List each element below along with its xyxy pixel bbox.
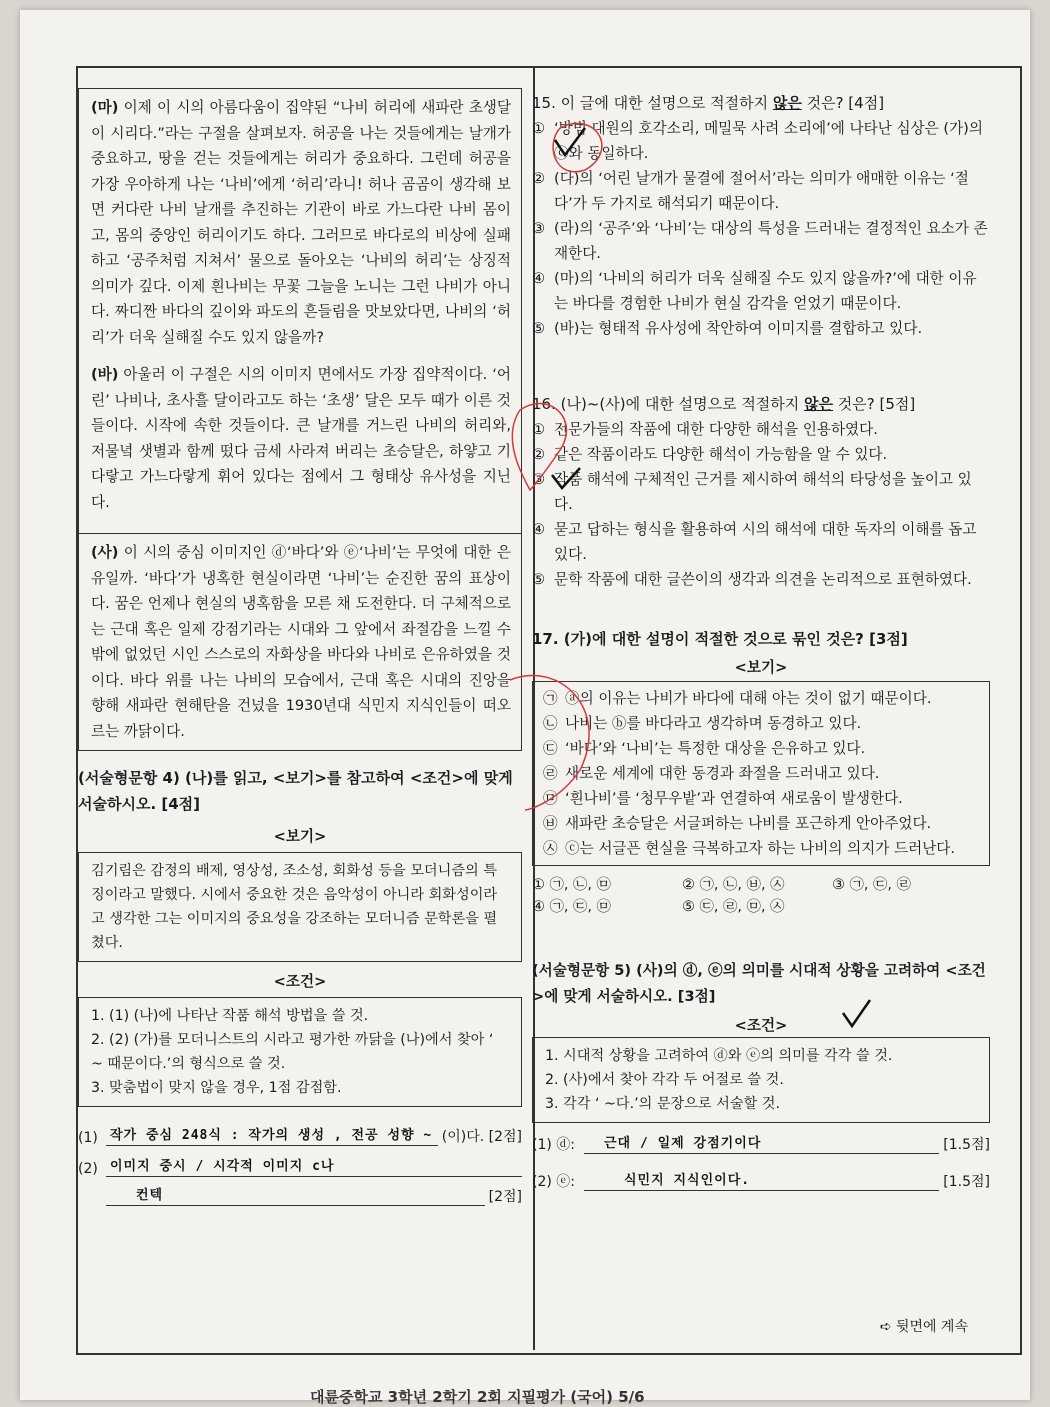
answer-label: (2)	[78, 1161, 98, 1177]
question-15-title: 15. 이 글에 대한 설명으로 적절하지 않은 것은? [4점]	[532, 94, 885, 112]
condition-item: 2. (사)에서 찾아 각각 두 어절로 쓸 것.	[545, 1072, 784, 1088]
handwritten-answer: 작가 중심 248식 : 작가의 생성 , 전공 성향 ~	[110, 1128, 433, 1143]
handwritten-answer: 컨텍	[136, 1188, 164, 1203]
bogi-item: ㉠ ⓐ의 이유는 나비가 바다에 대해 아는 것이 없기 때문이다.	[543, 690, 932, 707]
question-5-title: (서술형문항 5) (사)의 ⓓ, ⓔ의 의미를 시대적 상황을 고려하여 <조건>에 맞게 서술하시오. [3점]	[532, 962, 986, 1005]
condition-item: 1. (1) (나)에 나타난 작품 해석 방법을 쓸 것.	[91, 1008, 369, 1024]
question-4	[78, 765, 522, 1206]
bogi-item: ㉥ 새파란 초승달은 서글퍼하는 나비를 포근하게 안아주었다.	[543, 815, 932, 832]
option[interactable]: ① ‘방범 대원의 호각소리, 메밀묵 사려 소리에’에 나타난 심상은 (가)의 ⓒ와 동일하다.	[532, 120, 983, 162]
emphasis-word: 않은	[804, 395, 834, 413]
passage-ba	[91, 362, 511, 515]
condition-item: 3. 맞춤법이 맞지 않을 경우, 1점 감점함.	[91, 1080, 342, 1096]
answer-choices	[532, 874, 990, 918]
option[interactable]: ③ 작품 해석에 구체적인 근거를 제시하여 해석의 타당성을 높이고 있다.	[532, 471, 972, 513]
option[interactable]: ① 전문가들의 작품에 대한 다양한 해석을 인용하였다.	[532, 421, 878, 438]
option[interactable]: ③ (라)의 ‘공주’와 ‘나비’는 대상의 특성을 드러내는 결정적인 요소가 존재한다.	[532, 220, 988, 262]
passage-ma	[91, 95, 511, 350]
answer-line[interactable]	[106, 1123, 438, 1146]
answer-line[interactable]	[584, 1131, 939, 1154]
answer-4-1[interactable]	[78, 1123, 522, 1146]
answer-points: [1.5점]	[943, 1137, 990, 1153]
handwritten-answer: 이미지 중시 / 시각적 이미지 c나	[110, 1159, 335, 1174]
emphasis-word: 않은	[772, 94, 802, 112]
question-16-title: 16. (나)~(사)에 대한 설명으로 적절하지 않은 것은? [5점]	[532, 395, 916, 413]
option[interactable]: ④ (마)의 ‘나비의 허리가 더욱 실해질 수도 있지 않을까?’에 대한 이유는 바다를 경험한 나비가 현실 감각을 얻었기 때문이다.	[532, 270, 977, 312]
answer-5-1[interactable]	[532, 1131, 990, 1154]
passage-text: 이 시의 중심 이미지인 ⓓ‘바다’와 ⓔ‘나비’는 무엇에 대한 은유일까. ‘바다’가 냉혹한 현실이라면 ‘나비’는 순진한 꿈의 표상이다. 꿈은 언제나 현실의 냉혹함을 모른 채 도전한다. 더 구체적으로는 근대 혹은 일제 강점기라는 시대와 그 앞에서 좌절감을 느낄 수 밖에 없었던 시인 스스로의 자화상을 바다와 나비로 은유하였을 것이다. 바다 위를 나는 나비의 모습에서, 근대 혹은 시대의 진앙을 향해 새파란 현해탄을 건넜을 1930년대 식민지 지식인들이 떠오르는 까닭이다.	[91, 544, 511, 740]
option[interactable]: ⑤ 문학 작품에 대한 글쓴이의 생각과 의견을 논리적으로 표현하였다.	[532, 571, 972, 588]
choice[interactable]: ③ ㉠, ㉢, ㉣	[832, 877, 911, 893]
condition-item: 1. 시대적 상황을 고려하여 ⓓ와 ⓔ의 의미를 각각 쓸 것.	[545, 1048, 893, 1064]
passage-tag: (바)	[91, 366, 119, 383]
option[interactable]: ④ 묻고 답하는 형식을 활용하여 시의 해석에 대한 독자의 이해를 돕고 있다.	[532, 521, 977, 563]
answer-label: (1)	[78, 1130, 98, 1146]
continue-note: ➪ 뒷면에 계속	[879, 1319, 968, 1335]
bogi-label: <보기>	[273, 828, 327, 845]
bogi-box	[532, 681, 990, 866]
question-17	[532, 626, 990, 918]
question-15	[532, 90, 990, 341]
option[interactable]: ② 같은 작품이라도 다양한 해석이 가능함을 알 수 있다.	[532, 446, 888, 463]
answer-label: (2) ⓔ:	[532, 1174, 575, 1190]
handwritten-answer: 식민지 지식인이다.	[624, 1173, 751, 1188]
bogi-item: ㉢ ‘바다’와 ‘나비’는 특정한 대상을 은유하고 있다.	[543, 740, 866, 757]
answer-line[interactable]	[106, 1154, 522, 1177]
condition-item: 2. (2) (가)를 모더니스트의 시라고 평가한 까닭을 (나)에서 찾아 ‘ ~ 때문이다.’의 형식으로 쓸 것.	[91, 1032, 494, 1072]
handwritten-answer: 근대 / 일제 강점기이다	[604, 1136, 762, 1151]
answer-suffix: (이)다. [2점]	[441, 1129, 522, 1145]
passage-tag: (사)	[91, 544, 119, 561]
question-5	[532, 958, 990, 1191]
question-4-title: (서술형문항 4) (나)를 읽고, <보기>를 참고하여 <조건>에 맞게 서술하시오. [4점]	[78, 769, 513, 813]
answer-line[interactable]	[584, 1168, 939, 1191]
bogi-item: ㉤ ‘흰나비’를 ‘청무우밭’과 연결하여 새로움이 발생한다.	[543, 790, 903, 807]
answer-label: (1) ⓓ:	[532, 1137, 575, 1153]
option[interactable]: ⑤ (바)는 형태적 유사성에 착안하여 이미지를 결합하고 있다.	[532, 320, 923, 337]
choice[interactable]: ④ ㉠, ㉢, ㉤	[532, 899, 611, 915]
bogi-item: ㉣ 새로운 세계에 대한 동경과 좌절을 드러내고 있다.	[543, 765, 880, 782]
bogi-item: ㉡ 나비는 ⓑ를 바다라고 생각하며 동경하고 있다.	[543, 715, 862, 732]
question-17-title: 17. (가)에 대한 설명이 적절한 것으로 묶인 것은? [3점]	[532, 630, 908, 648]
condition-label: <조건>	[273, 973, 327, 990]
option[interactable]: ② (다)의 ‘어린 날개가 물결에 절어서’라는 의미가 애매한 이유는 ‘절다’가 두 가지로 해석되기 때문이다.	[532, 170, 969, 212]
answer-points: [2점]	[488, 1189, 522, 1205]
passage-text: 이제 이 시의 아름다움이 집약된 “나비 허리에 새파란 초생달이 시리다.”라는 구절을 살펴보자. 허공을 나는 것들에게는 날개가 중요하고, 땅을 걷는 것들에게는 허리가 중요하다. 그런데 허공을 가장 우아하게 나는 ‘나비’에게 ‘허리’라니! 허나 곰곰이 생각해 보면 커다란 나비 날개를 추진하는 기관이 바로 가느다란 나비 몸이고, 몸의 중앙인 허리이기도 하다. 그러므로 바다로의 비상에 실패하고 ‘공주처럼 지쳐서’ 물으로 돌아오는 ‘나비의 허리’는 상징적 의미가 깊다. 이제 흰나비는 무꽃 그늘을 노니는 그런 나비가 아니다. 짜디짠 바다의 깊이와 파도의 흔들림을 맛보았다면, 나비의 ‘허리’가 더욱 실해질 수도 있지 않을까?	[91, 99, 511, 346]
exam-sheet	[20, 10, 1030, 1406]
answer-4-2-line2[interactable]	[78, 1183, 522, 1206]
condition-box	[78, 997, 522, 1107]
page-footer: 대륜중학교 3학년 2학기 2회 지필평가 (국어) 5/6	[310, 1388, 645, 1406]
left-column	[78, 88, 522, 1206]
bogi-label: <보기>	[734, 659, 788, 676]
right-column	[532, 90, 990, 1191]
passage-tag: (마)	[91, 99, 119, 116]
passage-box	[78, 88, 522, 534]
bogi-item: ㉦ ⓒ는 서글픈 현실을 극복하고자 하는 나비의 의지가 드러난다.	[543, 840, 956, 857]
passage-sa	[91, 540, 511, 744]
condition-box	[532, 1037, 990, 1123]
answer-line[interactable]	[106, 1183, 485, 1206]
choice[interactable]: ① ㉠, ㉡, ㉤	[532, 877, 611, 893]
answer-5-2[interactable]	[532, 1168, 990, 1191]
choice[interactable]: ② ㉠, ㉡, ㉥, ㉦	[682, 877, 785, 893]
bogi-box: 김기림은 감정의 배제, 영상성, 조소성, 회화성 등을 모더니즘의 특징이라고 말했다. 시에서 중요한 것은 음악성이 아니라 회화성이라고 생각한 그는 이미지의 중요성을 강조하는 모더니즘 문학론을 펼쳤다.	[78, 852, 522, 962]
condition-label: <조건>	[734, 1017, 788, 1034]
answer-4-2[interactable]	[78, 1154, 522, 1177]
passage-text: 아울러 이 구절은 시의 이미지 면에서도 가장 집약적이다. ‘어린’ 나비나, 초사흘 달이라고도 하는 ‘초생’ 달은 모두 때가 이른 것들이다. 시작에 속한 것들이다. 큰 날개를 거느린 나비의 허리와, 저물녘 샛별과 함께 떴다 금세 사라져 버리는 초승달은, 하얗고 기다랗고 가느다랗게 휘어 있다는 점에서 그 형태상 유사성을 지닌다.	[91, 366, 511, 511]
answer-points: [1.5점]	[943, 1174, 990, 1190]
passage-box-sa	[78, 533, 522, 751]
condition-item: 3. 각각 ‘ ~다.’의 문장으로 서술할 것.	[545, 1096, 780, 1112]
choice[interactable]: ⑤ ㉢, ㉣, ㉤, ㉦	[682, 899, 785, 915]
question-16	[532, 391, 990, 592]
